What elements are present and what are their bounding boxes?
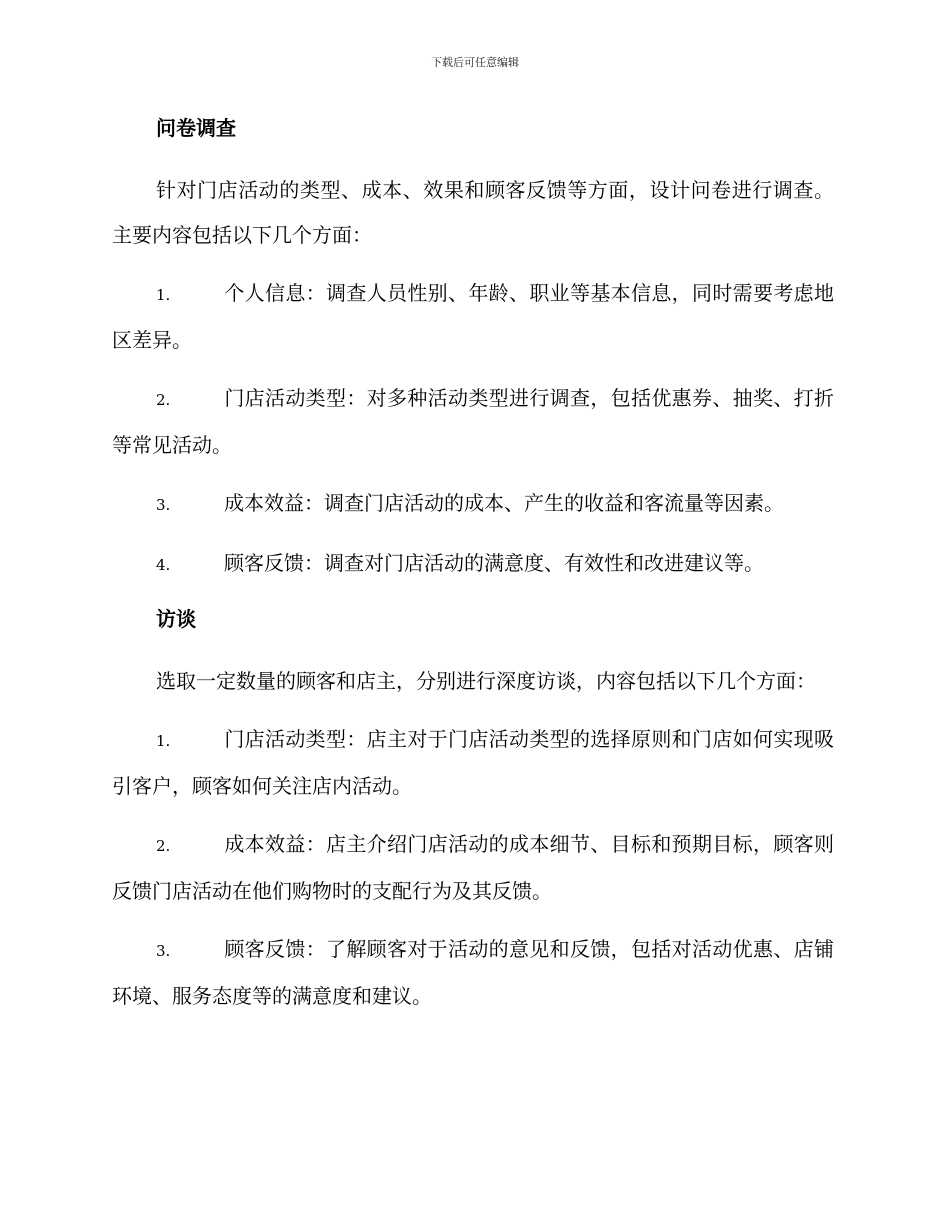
list-item <box>112 541 834 588</box>
page-header: 下载后可任意编辑 <box>431 56 519 69</box>
list-item <box>112 717 834 809</box>
list-text: 成本效益：店主介绍门店活动的成本细节、目标和预期目标，顾客则反馈门店活动在他们购物时的支配行为及其反馈。 <box>112 832 834 903</box>
list-text: 顾客反馈：调查对门店活动的满意度、有效性和改进建议等。 <box>224 551 764 575</box>
section-intro: 针对门店活动的类型、成本、效果和顾客反馈等方面，设计问卷进行调查。主要内容包括以下几个方面： <box>112 178 834 247</box>
list-number: 2. <box>156 391 171 409</box>
list-item <box>112 822 834 914</box>
list-text: 门店活动类型：对多种活动类型进行调查，包括优惠券、抽奖、打折等常见活动。 <box>112 386 834 457</box>
list-number: 1. <box>156 286 171 304</box>
section-intro: 选取一定数量的顾客和店主，分别进行深度访谈，内容包括以下几个方面： <box>156 669 816 693</box>
section-questionnaire <box>112 110 834 588</box>
list-number: 3. <box>156 942 171 960</box>
section-heading: 访谈 <box>156 607 196 631</box>
list-text: 门店活动类型：店主对于门店活动类型的选择原则和门店如何实现吸引客户，顾客如何关注店内活动。 <box>112 727 834 798</box>
list-text: 成本效益：调查门店活动的成本、产生的收益和客流量等因素。 <box>224 491 784 515</box>
list-item <box>112 271 834 363</box>
list-item <box>112 927 834 1019</box>
list-number: 1. <box>156 732 171 750</box>
section-heading: 问卷调查 <box>156 116 236 140</box>
list-number: 4. <box>156 556 171 574</box>
list-item <box>112 481 834 528</box>
list-item <box>112 376 834 468</box>
list-text: 个人信息：调查人员性别、年龄、职业等基本信息，同时需要考虑地区差异。 <box>112 281 834 352</box>
document-body <box>112 110 834 1032</box>
section-interview <box>112 601 834 1019</box>
list-number: 3. <box>156 496 171 514</box>
list-number: 2. <box>156 837 171 855</box>
list-text: 顾客反馈：了解顾客对于活动的意见和反馈，包括对活动优惠、店铺环境、服务态度等的满意度和建议。 <box>112 937 834 1008</box>
